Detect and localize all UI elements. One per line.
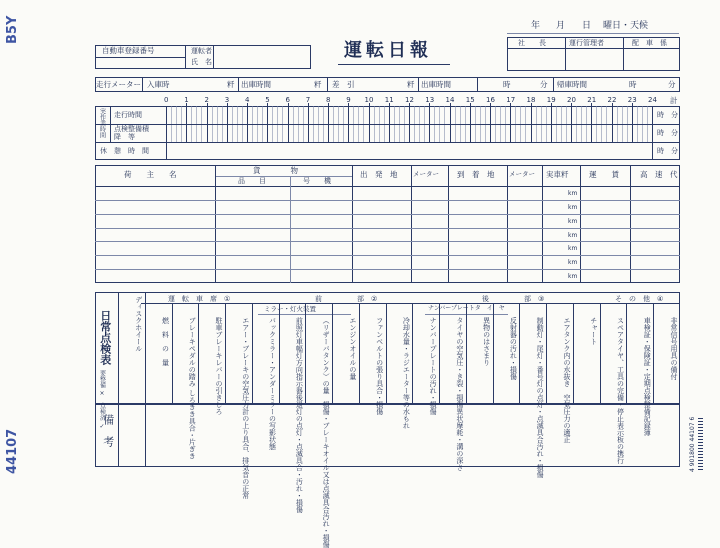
inspection-divider xyxy=(653,303,654,404)
inspection-item: ファンベルトの張り具合・損傷 xyxy=(375,317,384,415)
timeline-m-3: 分 xyxy=(671,147,678,155)
km-unit: km xyxy=(568,231,578,239)
cargo-fare: 運 賃 xyxy=(589,170,619,179)
time-gridline xyxy=(612,103,613,142)
cargo-goods: 貨 物 xyxy=(253,166,298,175)
time-gridline xyxy=(328,103,329,142)
barcode-digits: 4 901800 44107 6 xyxy=(689,416,696,472)
time-gridline xyxy=(186,103,187,142)
inspection-divider xyxy=(145,292,146,467)
timeline-m-1: 分 xyxy=(671,111,678,119)
km-unit: km xyxy=(568,217,578,225)
cargo-row-line xyxy=(95,255,680,256)
hour-label: 20 xyxy=(567,96,576,104)
cargo-row-line xyxy=(95,228,680,229)
inspection-item: 非常信号用具の備付 xyxy=(669,317,678,380)
timeline-row-inspect: 点検整備積 降 等 xyxy=(114,125,156,141)
hour-label: 16 xyxy=(486,96,495,104)
inspection-divider xyxy=(359,303,360,404)
inspection-divider xyxy=(466,303,467,404)
meter-label: 走行メーター xyxy=(96,80,141,89)
hour-label: 11 xyxy=(384,96,394,104)
vehicle-reg-label: 自動車登録番号 xyxy=(102,46,155,55)
hour-label: 15 xyxy=(465,96,475,104)
hour-label: 9 xyxy=(346,96,351,104)
inspection-divider xyxy=(519,303,520,404)
km-unit: km xyxy=(568,259,578,267)
hour-label: 7 xyxy=(305,96,311,104)
cargo-row-line xyxy=(95,269,680,270)
time-gridline xyxy=(632,103,633,142)
time-gridline xyxy=(531,103,532,142)
inspection-item: ディスクホイール xyxy=(134,296,143,352)
hour-label: 22 xyxy=(607,96,617,104)
meter-returntime: 帰庫時間 xyxy=(557,80,587,89)
inspection-divider xyxy=(252,303,253,404)
inspection-item: 反射器の汚れ・損傷 xyxy=(509,317,518,380)
hour-label: 0 xyxy=(164,96,169,104)
timeline-group-label: 実作業時間 xyxy=(98,108,106,138)
hour-label: 4 xyxy=(245,96,250,104)
cargo-meter-2: メーター xyxy=(509,170,535,178)
timeline-h-2: 時 xyxy=(657,129,664,137)
approval-manager: 運行管理者 xyxy=(569,39,604,47)
date-year: 年 xyxy=(531,21,541,31)
meter-km-3: 粁 xyxy=(407,80,415,89)
hour-label: 12 xyxy=(405,96,414,104)
inspection-item: エンジンオイルの量 xyxy=(348,317,357,380)
category-cab: 運 転 車 席 ① xyxy=(168,295,231,303)
inspection-item: タイヤの空気圧・き裂・損傷異状摩耗・溝の深さ xyxy=(455,317,464,471)
meter-minute-1: 分 xyxy=(540,80,548,89)
hour-label: 24 xyxy=(648,96,657,104)
hour-label: 8 xyxy=(326,96,331,104)
inspection-item: （リザーバタンク）の量 損傷・ブレーキオイル又は点滅具合汚れ・損傷 xyxy=(322,317,331,548)
meter-row xyxy=(95,77,680,92)
inspection-item: 燃 料 の 量 xyxy=(161,317,170,366)
hour-label: 18 xyxy=(526,96,536,104)
timeline-h-3: 時 xyxy=(657,147,664,155)
cargo-shipper: 荷 主 名 xyxy=(124,170,177,179)
meter-outtime: 出庫時間 xyxy=(421,80,451,89)
km-unit: km xyxy=(568,190,578,197)
inspection-item: 前照灯車幅灯方向指示器後退灯の点灯・点滅具合・汚れ・損傷 xyxy=(295,317,304,513)
hour-label: 19 xyxy=(546,96,556,104)
cargo-toll: 高 速 代 xyxy=(640,170,678,179)
inspection-item: 制動灯・尾灯・番号灯の点灯・点滅具合汚れ・損傷 xyxy=(536,317,545,478)
time-gridline xyxy=(591,103,592,142)
meter-km-2: 粁 xyxy=(314,80,322,89)
driver-label-2: 氏 名 xyxy=(191,58,212,66)
cargo-actual-km: 実車粁 xyxy=(546,170,569,179)
inspection-divider xyxy=(573,303,574,404)
size-code: B5Y xyxy=(5,15,20,44)
cargo-number: 号 機 xyxy=(303,177,331,185)
cargo-row-line xyxy=(95,241,680,242)
time-gridline xyxy=(308,103,309,142)
cargo-table xyxy=(95,165,680,283)
date-weather: 曜日・天候 xyxy=(603,21,649,31)
approval-dispatcher: 配 車 係 xyxy=(632,39,667,47)
hour-label: 1 xyxy=(184,96,189,104)
time-gridline xyxy=(470,103,471,142)
time-gridline xyxy=(267,103,268,142)
time-gridline xyxy=(490,103,491,142)
meter-diff: 差 引 xyxy=(332,80,355,89)
date-month: 月 xyxy=(556,21,566,31)
time-gridline xyxy=(409,103,410,142)
inspection-divider xyxy=(225,303,226,404)
time-gridline xyxy=(207,103,208,142)
hour-label: 14 xyxy=(445,96,455,104)
time-gridline xyxy=(288,103,289,142)
driver-label-1: 運転者 xyxy=(191,47,212,55)
inspection-item: スペアタイヤ、工具の完備・停止表示板の携行 xyxy=(616,317,625,464)
hour-label: 5 xyxy=(265,96,270,104)
inspection-item: 駐車ブレーキレバーの引きしろ xyxy=(215,317,224,415)
time-gridline xyxy=(571,103,572,142)
hour-label: 17 xyxy=(506,96,516,104)
cargo-row-line xyxy=(95,214,680,215)
category-rear: 後 部 ③ xyxy=(482,295,545,303)
timeline-row-drive: 走行時間 xyxy=(114,111,142,119)
meter-depart: 入庫時 xyxy=(147,80,170,89)
hour-label: 3 xyxy=(224,96,230,104)
date-day: 日 xyxy=(582,21,592,31)
inspection-item: エアタンク内の水抜き 空気圧力の適正 xyxy=(562,317,571,443)
inspection-item: バックミラー・アンダーミラーの写影状態 xyxy=(268,317,277,450)
cargo-origin: 出 発 地 xyxy=(360,170,398,179)
inspection-divider xyxy=(305,303,306,404)
inspection-item: 冷却水量・ラジエーター等の水もれ xyxy=(402,317,411,429)
hour-label: 21 xyxy=(587,96,597,104)
timeline-h-1: 時 xyxy=(657,111,664,119)
hour-label: 23 xyxy=(627,96,637,104)
hour-label: 13 xyxy=(425,96,435,104)
form-number: 44107 xyxy=(5,428,20,474)
cargo-destination: 到 着 地 xyxy=(457,170,495,179)
inspection-item: エアー・ブレーキの空気圧力計の上り具合、排気音の正常 xyxy=(241,317,250,499)
inspection-divider xyxy=(198,303,199,404)
meter-hour-2: 時 xyxy=(629,80,637,89)
approval-president: 社 長 xyxy=(518,39,546,47)
inspection-legend: 要整備 × 点検済 ✓ xyxy=(98,370,106,430)
meter-minute-2: 分 xyxy=(668,80,676,89)
meter-km-1: 粁 xyxy=(227,80,235,89)
time-gridline xyxy=(510,103,511,142)
inspection-divider xyxy=(332,303,333,404)
time-gridline xyxy=(551,103,552,142)
timeline-grid xyxy=(95,106,680,160)
time-gridline xyxy=(348,103,349,142)
inspection-divider xyxy=(600,303,601,404)
inspection-divider xyxy=(412,303,413,404)
km-unit: km xyxy=(568,203,578,211)
inspection-divider xyxy=(172,303,173,404)
inspection-divider xyxy=(546,303,547,404)
inspection-item: ナンバープレートの汚れ・損傷 xyxy=(429,317,438,415)
km-unit: km xyxy=(568,245,578,253)
meter-out: 出庫時間 xyxy=(241,80,271,89)
time-gridline xyxy=(247,103,248,142)
barcode xyxy=(698,418,703,472)
time-gridline xyxy=(389,103,390,142)
cargo-row-line xyxy=(95,200,680,201)
time-gridline xyxy=(369,103,370,142)
sub-header-lamps: ミラー・灯火装置 xyxy=(264,305,316,313)
date-underline xyxy=(507,33,679,34)
remarks-label: 備 考 xyxy=(101,414,115,447)
inspection-divider xyxy=(279,303,280,404)
hour-label: 2 xyxy=(204,96,209,104)
inspection-item: 異物のはさまり xyxy=(482,317,491,366)
hours-total: 計 xyxy=(670,96,678,105)
hour-label: 6 xyxy=(285,96,290,104)
inspection-divider xyxy=(439,303,440,404)
inspection-divider xyxy=(626,303,627,404)
time-gridline xyxy=(429,103,430,142)
page-title: 運転日報 xyxy=(344,40,432,61)
time-gridline xyxy=(227,103,228,142)
inspection-divider xyxy=(386,303,387,404)
time-gridline xyxy=(450,103,451,142)
inspection-item: 車検証・保険証・定期点検整備記録簿 xyxy=(643,317,652,436)
category-other: そ の 他 ④ xyxy=(615,295,664,303)
inspection-title: 日常点検表 xyxy=(98,310,112,365)
category-front: 前 部 ② xyxy=(315,295,378,303)
meter-hour-1: 時 xyxy=(503,80,511,89)
cargo-item: 品 目 xyxy=(238,177,266,185)
inspection-item: ブレーキペダルの踏み しろきき具合・片ぎき xyxy=(188,317,197,460)
title-underline xyxy=(338,64,450,65)
remarks-box xyxy=(95,404,680,467)
km-unit: km xyxy=(568,273,578,281)
cargo-meter-1: メーター xyxy=(413,170,439,178)
timeline-row-rest: 休 憩 時 間 xyxy=(100,147,149,155)
sub-header-plate-tire: ナンバープレートタ イ ヤ xyxy=(428,305,505,312)
hour-label: 10 xyxy=(364,96,374,104)
inspection-item: チャート xyxy=(589,317,598,345)
timeline-m-2: 分 xyxy=(671,129,678,137)
inspection-divider xyxy=(493,303,494,404)
